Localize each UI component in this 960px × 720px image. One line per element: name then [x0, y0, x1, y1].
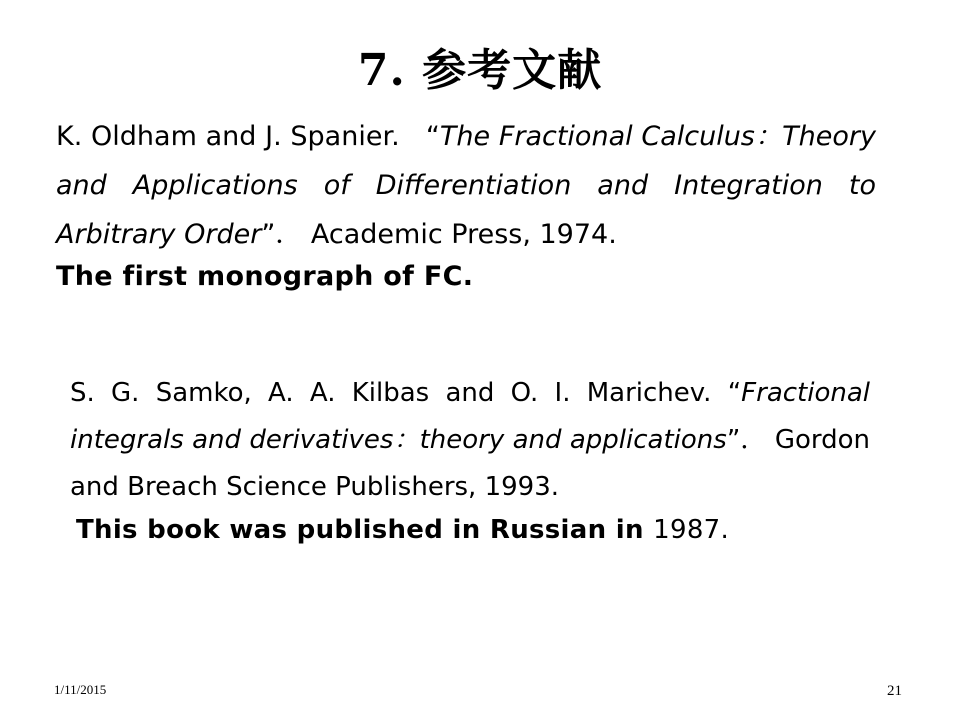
reference-1-title: The Fractional Calculus：Theory and Applications of Differentiation and Integration to Arbitrary Order: [56, 121, 876, 250]
footer-page-number: 21: [887, 683, 902, 699]
reference-2-publisher: Gordon and Breach Science Publishers, 1993.: [70, 425, 870, 502]
page-title-number: 7.: [357, 45, 406, 96]
reference-item-2: [70, 370, 885, 545]
reference-2-quote-open: “: [727, 378, 742, 408]
reference-item-1: [56, 112, 886, 292]
reference-2-note-text: This book was published in Russian in: [76, 515, 644, 545]
reference-2-title: Fractional integrals and derivatives：theory and applications: [70, 378, 871, 455]
reference-1-note: The first monograph of FC.: [56, 261, 474, 292]
page-title-text: 参考文献: [422, 45, 603, 96]
reference-1-quote-close: ”．: [261, 219, 303, 250]
reference-2-note: [76, 515, 885, 545]
reference-1-authors: K. Oldham and J. Spanier.: [56, 121, 400, 152]
reference-1-publisher: Academic Press, 1974.: [310, 219, 617, 250]
reference-1-quote-open: “: [425, 121, 440, 152]
reference-2-quote-close: ”．: [726, 425, 767, 455]
reference-2-note-year: 1987.: [653, 515, 730, 545]
footer-date: 1/11/2015: [54, 682, 107, 697]
page-title: [0, 34, 960, 98]
reference-2-citation: [70, 370, 870, 511]
reference-2-authors: S. G. Samko, A. A. Kilbas and O. I. Marichev.: [70, 378, 712, 408]
reference-1-citation: [56, 112, 876, 259]
